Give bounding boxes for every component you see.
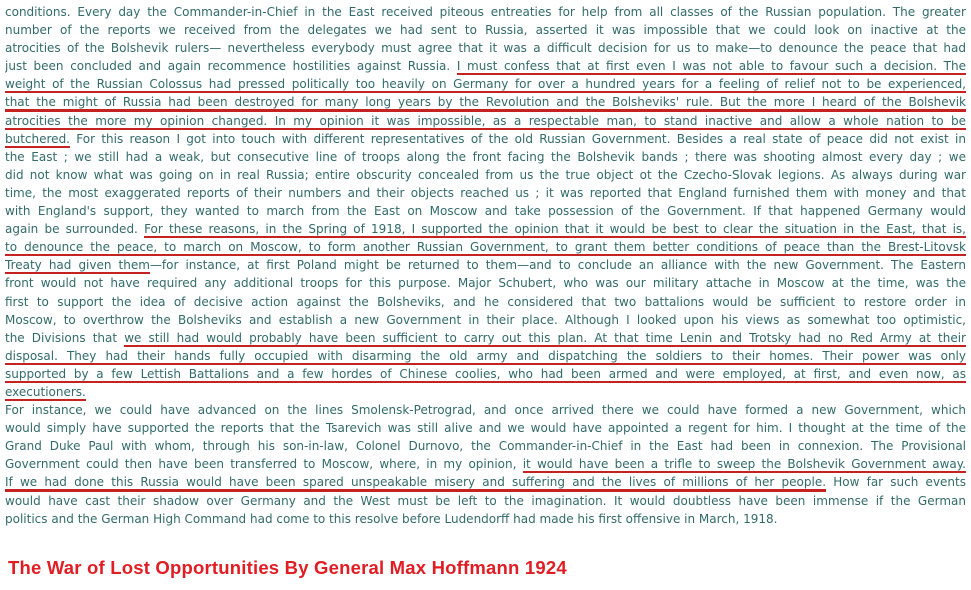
text-line bbox=[5, 311, 966, 329]
text-line bbox=[5, 510, 966, 528]
underlined-passage: I must confess that at first even I was not able to favour such a decision. The bbox=[457, 59, 966, 75]
text-line bbox=[5, 329, 966, 347]
underlined-passage: butchered. bbox=[5, 132, 70, 148]
underlined-passage: disposal. They had their hands fully occupied with disarming the old army and dispatching the soldiers to their homes. Their power was only bbox=[5, 349, 966, 365]
text-segment: How far such events bbox=[826, 475, 966, 490]
text-segment: politics and the German High Command had come to this resolve before Ludendorff had made his first offensive in March, 1918. bbox=[5, 511, 778, 526]
underlined-passage: If we had done this Russia would have been spared unspeakable misery and suffering and the lives of millions of her people. bbox=[5, 475, 826, 491]
underlined-passage: that the might of Russia had been destroyed for many long years by the Revolution and the Bolsheviks' rule. But the more I heard of the Bolshevik bbox=[5, 95, 966, 111]
text-segment: —for instance, at first Poland might be returned to them—and to conclude an alliance with the new Government. The Eastern bbox=[149, 258, 966, 273]
text-segment: For instance, we could have advanced on the lines Smolensk-Petrograd, and once arrived there we could have formed a new Government, which bbox=[5, 403, 966, 418]
text-segment: front would not have required any additional troops for this purpose. Major Schubert, who was our military attache in Moscow at the time, was the bbox=[5, 276, 966, 291]
text-line bbox=[5, 130, 966, 148]
text-line bbox=[5, 202, 966, 220]
text-line bbox=[5, 274, 966, 292]
text-line bbox=[5, 473, 966, 491]
text-segment: Grand Duke Paul with whom, through his son-in-law, Colonel Durnovo, the Commander-in-Chief in the East had been in connexion. The Provisional bbox=[5, 439, 966, 454]
text-line bbox=[5, 455, 966, 473]
text-segment: Moscow, to overthrow the Bolsheviks and establish a new Government in their place. Although I looked upon his views as somewhat too optimistic, bbox=[5, 312, 966, 327]
book-title: The War of Lost Opportunities By General Max Hoffmann 1924 bbox=[8, 556, 567, 578]
text-line bbox=[5, 401, 966, 419]
text-segment: first to support the idea of decisive action against the Bolsheviks, and he considered that two battalions would be sufficient to restore order in bbox=[5, 294, 966, 309]
text-line bbox=[5, 93, 966, 111]
text-line bbox=[5, 492, 966, 510]
text-line bbox=[5, 39, 966, 57]
text-line bbox=[5, 220, 966, 238]
text-line bbox=[5, 57, 966, 75]
text-line bbox=[5, 256, 966, 274]
text-line bbox=[5, 419, 966, 437]
text-line bbox=[5, 3, 966, 21]
text-segment: the Divisions that bbox=[5, 330, 125, 345]
text-segment: with England's support, they wanted to march from the East on Moscow and take possession of the Government. If that happened Germany would bbox=[5, 204, 966, 219]
text-segment: atrocities of the Bolshevik rulers— nevertheless everybody must agree that it was a difficult decision for us to make—to denounce the peace that had bbox=[5, 41, 966, 56]
text-line bbox=[5, 166, 966, 184]
underlined-passage: we still had would probably have been sufficient to carry out this plan. At that time Lenin and Trotsky had no Red Army at their bbox=[124, 331, 966, 347]
underlined-passage: it would have been a trifle to sweep the Bolshevik Government away. bbox=[523, 457, 966, 473]
text-line bbox=[5, 238, 966, 256]
underlined-passage: to denounce the peace, to march on Moscow, to form another Russian Government, to grant them better conditions of peace than the Brest-Litovsk bbox=[5, 240, 966, 256]
text-line bbox=[5, 383, 966, 401]
text-segment: Government could then have been transferred to Moscow, where, in my opinion, bbox=[5, 457, 523, 472]
text-line bbox=[5, 75, 966, 93]
text-line bbox=[5, 437, 966, 455]
underlined-passage: executioners. bbox=[5, 385, 86, 401]
underlined-passage: supported by a few Lettish Battalions and a few hordes of Chinese coolies, who had been armed and were employed, at first, and even now, as bbox=[5, 367, 966, 383]
text-segment: just been concluded and again recommence hostilities against Russia. bbox=[5, 59, 457, 74]
underlined-passage: For these reasons, in the Spring of 1918, I supported the opinion that it would be best to clear the situation in the East, that is, bbox=[144, 222, 966, 238]
text-segment: would simply have supported the reports that the Tsarevich was still alive and we would have appointed a regent for him. I thought at the time of the bbox=[5, 421, 966, 436]
text-segment: the East ; we still had a weak, but consecutive line of troops along the front facing the Bolshevik bands ; there was shooting almost every day ; we bbox=[5, 149, 966, 164]
underlined-passage: Treaty had given them bbox=[5, 258, 150, 274]
text-line bbox=[5, 293, 966, 311]
text-line bbox=[5, 347, 966, 365]
text-line bbox=[5, 21, 966, 39]
text-segment: time, the most exaggerated reports of their numbers and their objects reached us ; it was reported that England furnished them with money and that bbox=[5, 185, 966, 200]
text-line bbox=[5, 184, 966, 202]
underlined-passage: atrocities the more my opinion changed. In my opinion it was impossible, as a respectable man, to stand inactive and allow a whole nation to be bbox=[5, 114, 966, 130]
document-text bbox=[5, 3, 966, 528]
underlined-passage: weight of the Russian Colossus had pressed politically too heavily on Germany for over a hundred years for a feeling of relief not to be experienced, bbox=[5, 77, 966, 93]
text-segment: For this reason I got into touch with different representatives of the old Russian Government. Besides a real state of peace did not exist in bbox=[70, 131, 966, 146]
text-line bbox=[5, 112, 966, 130]
text-segment: did not know what was going on in real Russia; entire obscurity concealed from us the true object ot the Czecho-Slovak legions. As always during war bbox=[5, 167, 966, 182]
text-segment: again be surrounded. bbox=[5, 222, 145, 237]
text-segment: would have cast their shadow over Germany and the West must be left to the imagination. It would doubtless have been immense if the German bbox=[5, 493, 966, 508]
text-line bbox=[5, 365, 966, 383]
text-line bbox=[5, 148, 966, 166]
text-segment: conditions. Every day the Commander-in-Chief in the East received piteous entreaties for help from all classes of the Russian population. The greater bbox=[5, 5, 966, 19]
text-segment: number of the reports we received from the delegates we had sent to Russia, asserted it was impossible that we could look on inactive at the bbox=[5, 23, 966, 38]
